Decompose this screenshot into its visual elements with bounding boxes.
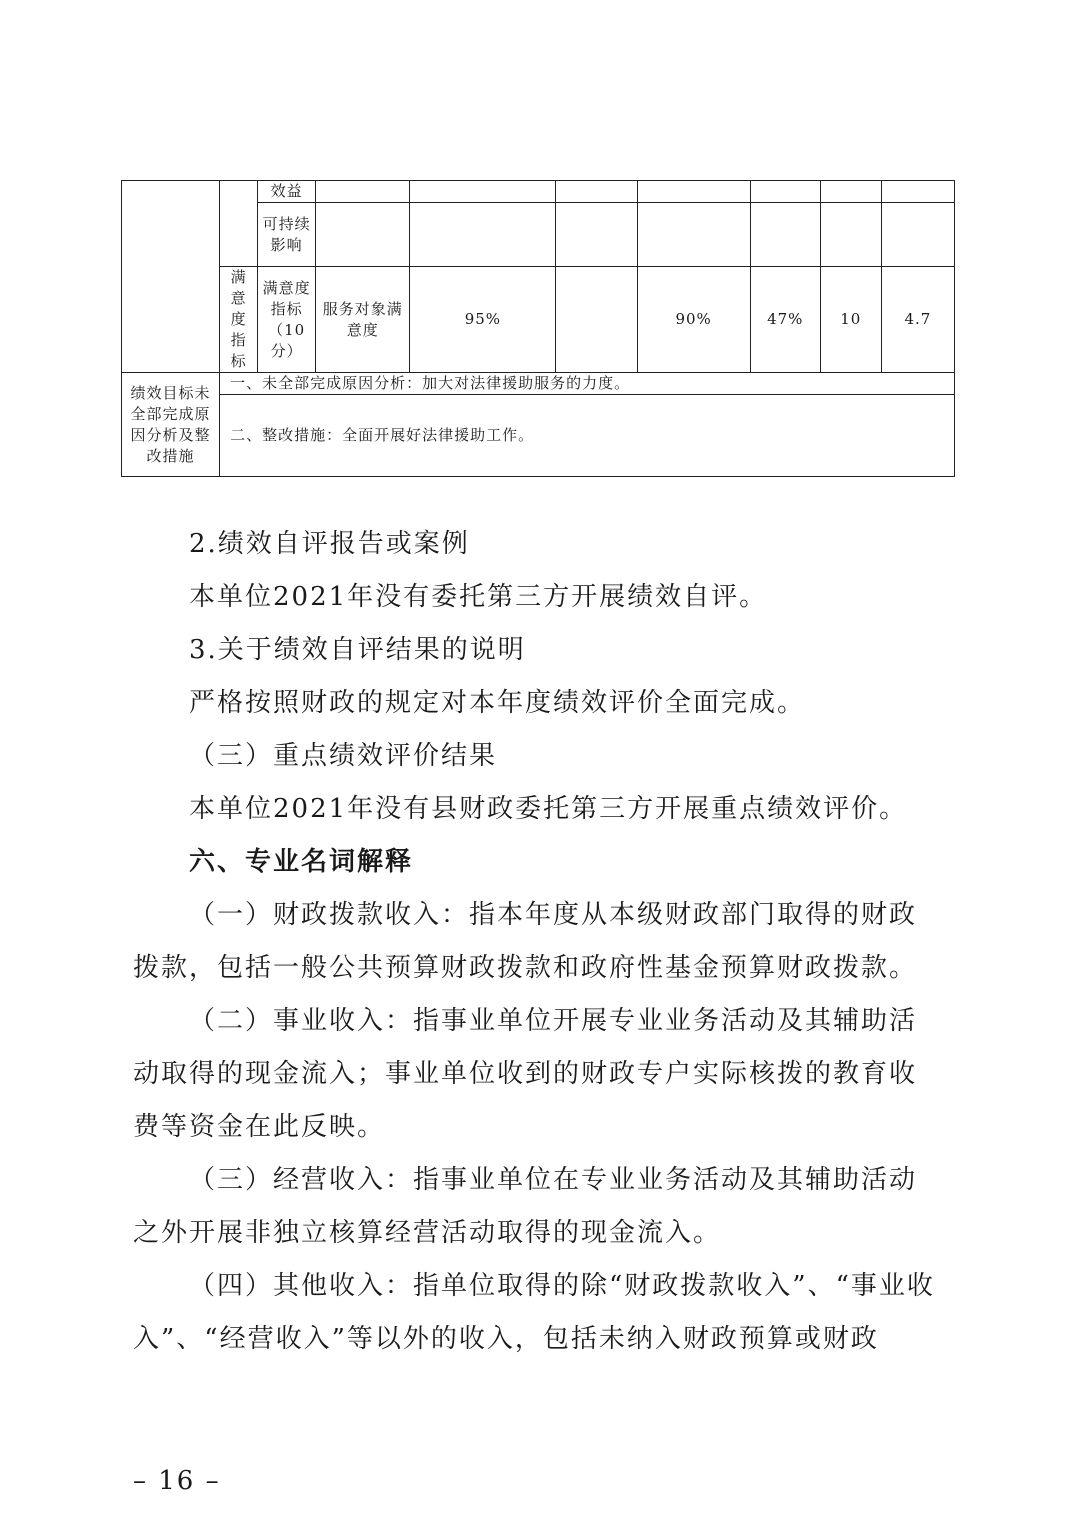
paragraph: 2.绩效自评报告或案例: [189, 529, 470, 559]
reason-measures: 二、整改措施：全面开展好法律援助工作。: [220, 395, 955, 477]
indicator-name: 服务对象满意度: [316, 267, 410, 373]
row-benefit: [122, 181, 955, 203]
sub-indicator-benefit: 效益: [258, 181, 316, 203]
score: 4.7: [881, 267, 954, 373]
row-reason: [122, 373, 955, 395]
page-number: – 16 –: [133, 1466, 221, 1496]
sub-indicator-satisfaction: 满意度指标（10分）: [258, 267, 316, 373]
section-heading: （三）重点绩效评价结果: [189, 741, 498, 771]
reason-label: 绩效目标未全部完成原因分析及整改措施: [122, 373, 220, 477]
reason-analysis: 一、未全部完成原因分析：加大对法律援助服务的力度。: [220, 373, 955, 395]
paragraph: （二）事业收入：指事业单位开展专业业务活动及其辅助活动取得的现金流入；事业单位收到的财政专户实际核拨的教育收费等资金在此反映。: [133, 1006, 918, 1142]
sub-indicator-sustainable: 可持续影响: [258, 203, 316, 267]
row-measures: [122, 395, 955, 477]
paragraph: （四）其他收入：指单位取得的除“财政拨款收入”、“事业收入”、“经营收入”等以外的收入，包括未纳入财政预算或财政: [133, 1271, 935, 1354]
performance-table: [121, 180, 955, 477]
weight: 10: [820, 267, 881, 373]
paragraph: 严格按照财政的规定对本年度绩效评价全面完成。: [189, 688, 806, 718]
paragraph: 本单位2021年没有县财政委托第三方开展重点绩效评价。: [189, 794, 908, 824]
category-satisfaction: 满意度指标: [220, 267, 258, 373]
target-value: 95%: [410, 267, 556, 373]
row-satisfaction: [122, 267, 955, 373]
body-text: [133, 518, 943, 1366]
completion-rate: 47%: [750, 267, 820, 373]
actual-value: 90%: [637, 267, 750, 373]
paragraph: （三）经营收入：指事业单位在专业业务活动及其辅助活动之外开展非独立核算经营活动取得的现金流入。: [133, 1165, 918, 1248]
section-heading: 六、专业名词解释: [189, 847, 414, 877]
paragraph: （一）财政拨款收入：指本年度从本级财政部门取得的财政拨款，包括一般公共预算财政拨款和政府性基金预算财政拨款。: [133, 900, 918, 983]
cell-empty: [220, 181, 258, 267]
cell-empty: [122, 181, 220, 373]
paragraph: 本单位2021年没有委托第三方开展绩效自评。: [189, 582, 768, 612]
paragraph: 3.关于绩效自评结果的说明: [189, 635, 526, 665]
